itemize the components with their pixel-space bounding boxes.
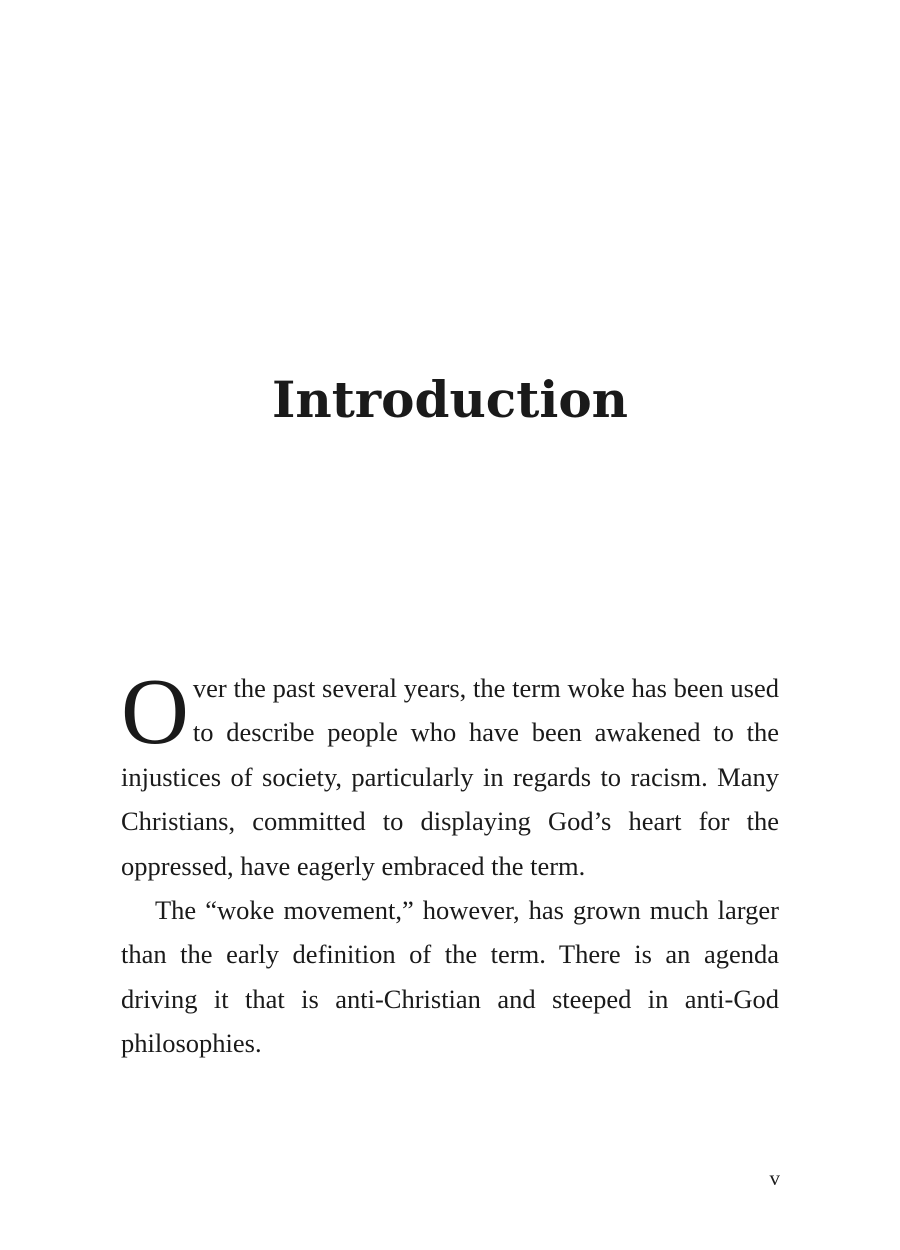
chapter-title: Introduction (271, 370, 629, 429)
page-number: v (769, 1166, 780, 1190)
body-text (121, 660, 779, 1066)
drop-cap: O (121, 660, 189, 764)
paragraph-2: The “woke movement,” however, has grown much larger than the early definition of the term. There is an agenda driving it that is anti-Christian and steeped in anti-God philosophies. (121, 895, 779, 1059)
paragraph-1 (121, 660, 779, 888)
paragraph-1-text: ver the past several years, the term woke has been used to describe people who have been awakened to the injustices of society, particularly in regards to racism. Many Christians, committed to displaying God’s heart for the oppressed, have eagerly embraced the term. (121, 673, 779, 881)
